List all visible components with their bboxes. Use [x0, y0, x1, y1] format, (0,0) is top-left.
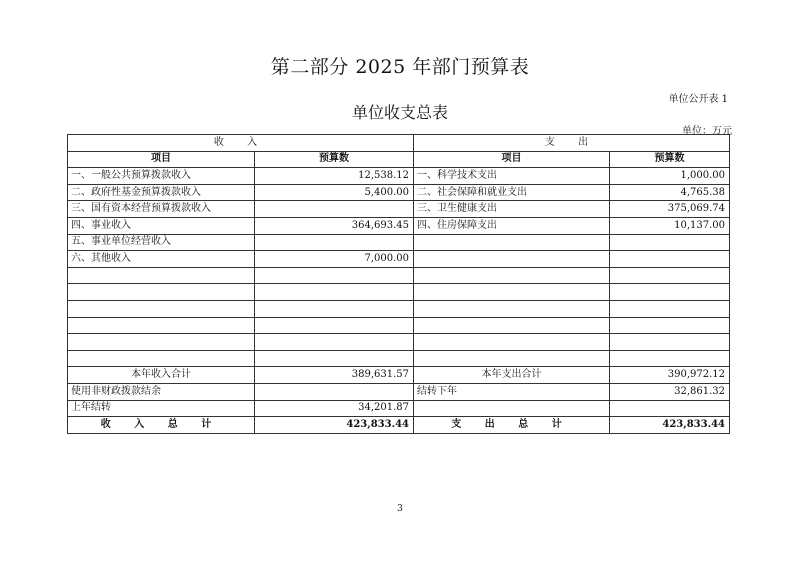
income-item: 三、国有资本经营预算拨款收入: [68, 201, 255, 218]
table-row: [68, 284, 730, 301]
year-income-total-value: 389,631.57: [255, 367, 414, 384]
table-row: [68, 168, 730, 185]
expense-item: [414, 350, 610, 367]
table-row: [68, 317, 730, 334]
expense-value: [610, 300, 730, 317]
expense-item: 三、卫生健康支出: [414, 201, 610, 218]
income-item: [68, 300, 255, 317]
grand-expense-total-label: 支 出 总 计: [414, 417, 610, 434]
expense-value: [610, 267, 730, 284]
expense-value: 1,000.00: [610, 168, 730, 185]
year-expense-total-value: 390,972.12: [610, 367, 730, 384]
table-row: [68, 184, 730, 201]
table-title: 单位收支总表: [351, 103, 448, 122]
expense-value: [610, 350, 730, 367]
table-row: [68, 217, 730, 234]
budget-table: [67, 134, 730, 434]
income-value: [255, 350, 414, 367]
income-value: 7,000.00: [255, 251, 414, 268]
table-row: [68, 267, 730, 284]
expense-item: 二、社会保障和就业支出: [414, 184, 610, 201]
income-header: 收 入: [68, 135, 414, 152]
carry-expense-label: 结转下年: [414, 383, 610, 400]
income-item: 六、其他收入: [68, 251, 255, 268]
grand-income-total-label: 收 入 总 计: [68, 417, 255, 434]
income-item: 一、一般公共预算拨款收入: [68, 168, 255, 185]
table-number: 单位公开表 1: [668, 94, 728, 105]
income-value: 364,693.45: [255, 217, 414, 234]
income-value: [255, 201, 414, 218]
expense-value: [610, 251, 730, 268]
income-item: 四、事业收入: [68, 217, 255, 234]
carry-row: [68, 383, 730, 400]
table-row: [68, 234, 730, 251]
table-row: [68, 334, 730, 351]
income-item: [68, 350, 255, 367]
carry-income-label: 使用非财政拨款结余: [68, 383, 255, 400]
page-number: 3: [397, 504, 403, 514]
expense-item: [414, 234, 610, 251]
expense-item: 四、住房保障支出: [414, 217, 610, 234]
income-value: [255, 300, 414, 317]
income-item: 二、政府性基金预算拨款收入: [68, 184, 255, 201]
income-item: [68, 334, 255, 351]
expense-item: [414, 251, 610, 268]
income-item: 五、事业单位经营收入: [68, 234, 255, 251]
income-value: 5,400.00: [255, 184, 414, 201]
income-value: [255, 334, 414, 351]
income-value: [255, 317, 414, 334]
expense-item: [414, 267, 610, 284]
income-item: [68, 267, 255, 284]
income-value: [255, 284, 414, 301]
grand-expense-total-value: 423,833.44: [610, 417, 730, 434]
carry-income-label: 上年结转: [68, 400, 255, 417]
carry-expense-value: [610, 400, 730, 417]
expense-item: [414, 300, 610, 317]
table-row: [68, 251, 730, 268]
expense-item: 一、科学技术支出: [414, 168, 610, 185]
carry-income-value: 34,201.87: [255, 400, 414, 417]
carry-expense-value: 32,861.32: [610, 383, 730, 400]
income-budget-header: 预算数: [255, 151, 414, 168]
carry-income-value: [255, 383, 414, 400]
expense-value: [610, 317, 730, 334]
expense-item-header: 项目: [414, 151, 610, 168]
expense-budget-header: 预算数: [610, 151, 730, 168]
expense-item: [414, 317, 610, 334]
expense-value: [610, 234, 730, 251]
expense-value: 4,765.38: [610, 184, 730, 201]
expense-item: [414, 284, 610, 301]
year-expense-total-label: 本年支出合计: [414, 367, 610, 384]
expense-value: 375,069.74: [610, 201, 730, 218]
income-item: [68, 284, 255, 301]
table-row: [68, 350, 730, 367]
income-item-header: 项目: [68, 151, 255, 168]
expense-header: 支 出: [414, 135, 730, 152]
page-title: 第二部分 2025 年部门预算表: [270, 56, 530, 78]
carry-row: [68, 400, 730, 417]
carry-expense-label: [414, 400, 610, 417]
income-value: 12,538.12: [255, 168, 414, 185]
year-income-total-label: 本年收入合计: [68, 367, 255, 384]
table-row: [68, 201, 730, 218]
expense-value: [610, 334, 730, 351]
income-item: [68, 317, 255, 334]
expense-value: [610, 284, 730, 301]
table-body: [68, 168, 730, 367]
table-row: [68, 300, 730, 317]
unit-label: 单位：万元: [682, 126, 732, 137]
expense-value: 10,137.00: [610, 217, 730, 234]
grand-total-row: [68, 417, 730, 434]
grand-income-total-value: 423,833.44: [255, 417, 414, 434]
expense-item: [414, 334, 610, 351]
income-value: [255, 267, 414, 284]
income-value: [255, 234, 414, 251]
year-total-row: [68, 367, 730, 384]
